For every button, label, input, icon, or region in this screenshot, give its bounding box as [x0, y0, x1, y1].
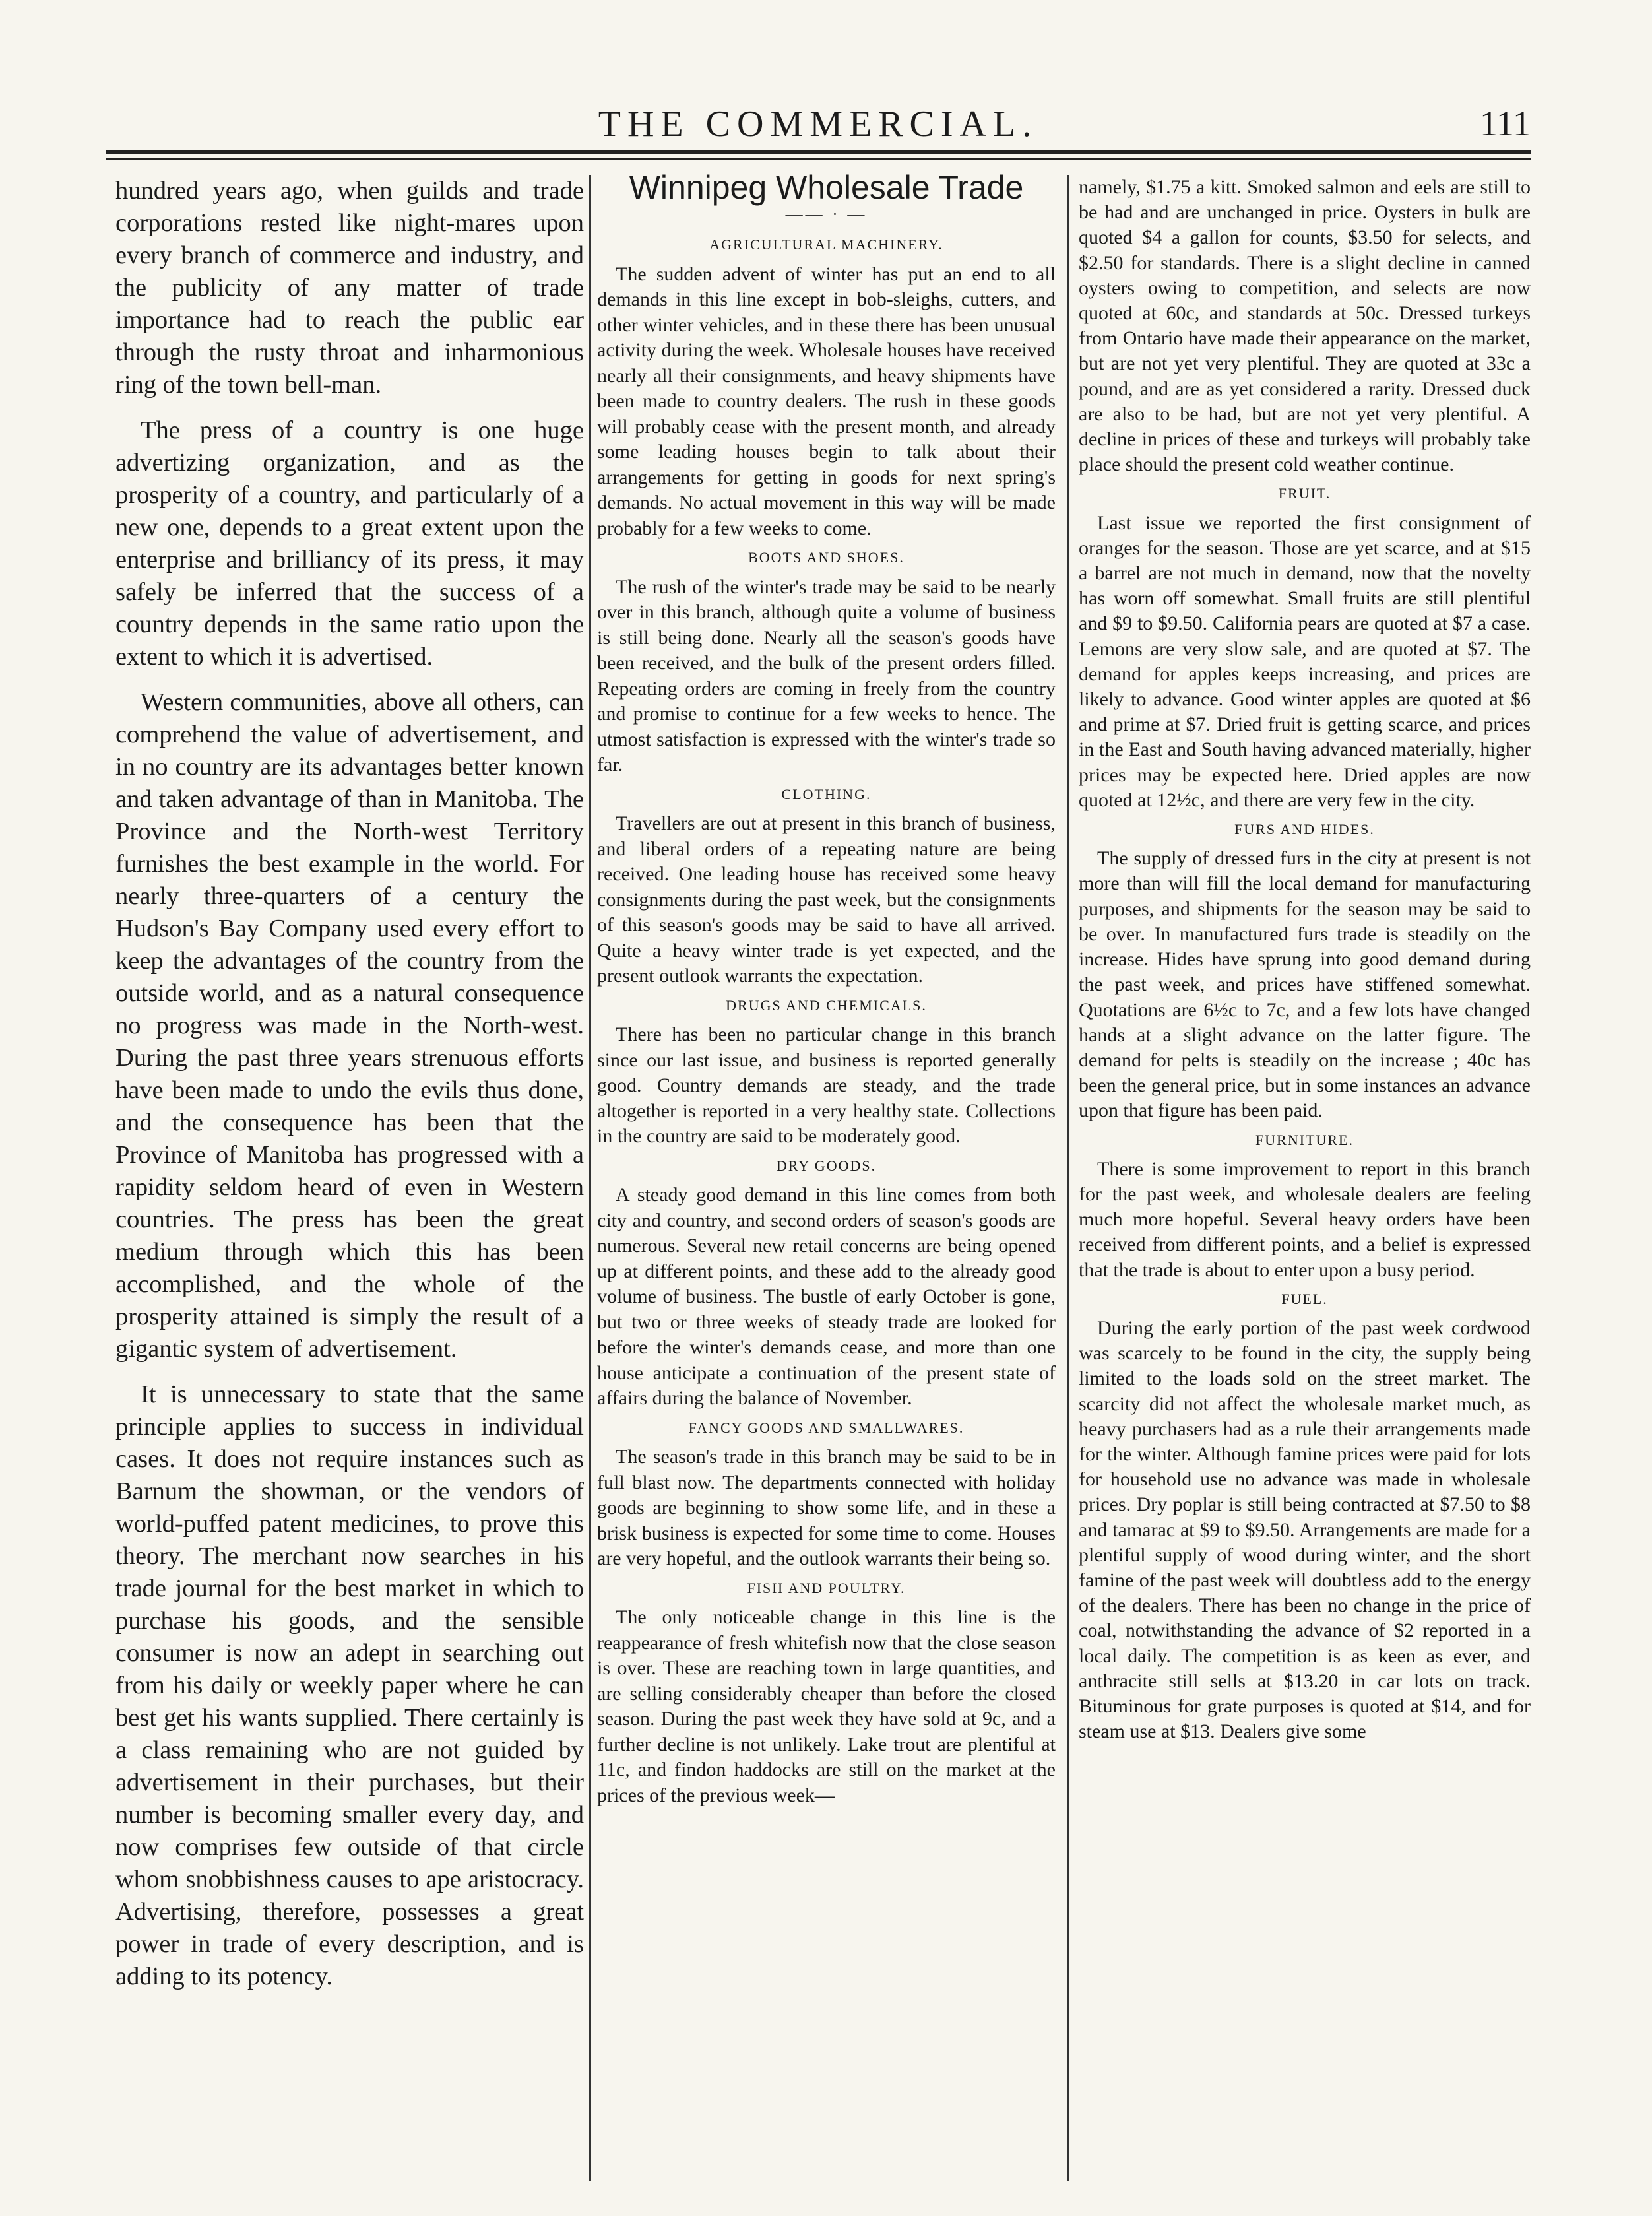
section-text: The rush of the winter's trade may be said to be nearly over in this branch, although quite a volume of business is still being done. Nearly all the season's goods have been received, and the bulk of the present orders filled. Repeating orders are coming in freely from the country and promise to continue for a few weeks to hence. The utmost satisfaction is expressed with the winter's trade so far. [597, 575, 1056, 775]
article-paragraph: It is unnecessary to state that the same principle applies to success in individual cases. It does not require instances such as Barnum the showman, or the vendors of world-puffed patent medicines, to prove this theory. The merchant now searches in his trade journal for the best market in which to purchase his goods, and the sensible consumer is now an adept in searching out from his daily or weekly paper where he can best get his wants supplied. There certainly is a class remaining who are not guided by advertisement in their purchases, but their number is becoming smaller every day, and now comprises few outside of that circle whom snobbishness causes to ape aristocracy. Advertising, therefore, possesses a great power in trade of every description, and is adding to its potency. [115, 1381, 584, 1990]
section-title: BOOTS AND SHOES. [748, 549, 905, 566]
section-text: The season's trade in this branch may be said to be in full blast now. The departments connected with holiday goods are beginning to show some life, and in these a brisk business is expected for some time to come. Houses are very hopeful, and the outlook warrants their being so. [597, 1446, 1056, 1569]
section-title: CLOTHING. [781, 785, 872, 802]
section-text: A steady good demand in this line comes from both city and country, and second orders of season's goods are numerous. Several new retail concerns are being opened up at different points, and these add to the already good volume of business. The bustle of early October is gone, but two or three weeks of steady trade are looked for before the winter's demands cease, and more than one house anticipate a continuation of the present state of affairs during the balance of November. [597, 1184, 1056, 1409]
section-text: The sudden advent of winter has put an end to all demands in this line except in bob-sleighs, cutters, and other winter vehicles, and in these there has been unusual activity during the week. Wholesale houses have received nearly all their consignments, and heavy shipments have been made to country dealers. The rush in these goods will probably cease with the present month, and already some leading houses begin to talk about their arrangements for getting in goods for next spring's demands. No actual movement in this way will be made probably for a few weeks to come. [597, 263, 1056, 539]
article-paragraph: The press of a country is one huge advertizing organization, and as the prosperity of a country, and particularly of a new one, depends to a great extent upon the enterprise and brilliancy of its press, it may safely be inferred that the success of a country depends in the same ratio upon the extent to which it is advertised. [115, 416, 584, 670]
section-text: There is some improvement to report in this branch for the past week, and wholesale dealers are feeling much more hopeful. Several heavy orders have been received from different points, and a belief is expressed that the trade is about to enter upon a busy period. [1079, 1157, 1531, 1281]
section-title: DRUGS AND CHEMICALS. [726, 996, 927, 1014]
article-paragraph: Western communities, above all others, can comprehend the value of advertisement, and in no country are its advantages better known and taken advantage of than in Manitoba. The Province and the North-west Territory furnishes the best example in the world. For nearly three-quarters of a century the Hudson's Bay Company used every effort to keep the advantages of the country from the outside world, and as a natural consequence no progress was made in the North-west. During the past three years strenuous efforts have been made to undo the evils thus done, and the consequence has been that the Province of Manitoba has progressed with a rapidity seldom heard of even in Western countries. The press has been the great medium through which this has been accomplished, and the whole of the prosperity attained is simply the result of a gigantic system of advertisement. [115, 688, 584, 1363]
column-divider [1067, 175, 1069, 2181]
section-title: FANCY GOODS AND SMALLWARES. [688, 1419, 965, 1436]
page-header [106, 99, 1531, 145]
section-text: Travellers are out at present in this branch of business, and liberal orders of a repeating nature are being received. One leading house has received some heavy consignments during the past week, but the consignments of this season's goods may be said to have all arrived. Quite a heavy winter trade is yet expected, and the present outlook warrants the expectation. [597, 812, 1056, 987]
article-heading: Winnipeg Wholesale Trade [629, 169, 1024, 206]
section-text: namely, $1.75 a kitt. Smoked salmon and eels are still to be had and are unchanged in price. Oysters in bulk are quoted $4 a gallon for counts, $3.50 for selects, and $2.50 for standards. There is a slight decline in canned oysters owing to competition, and selects are now quoted at 60c, and standards at 50c. Dressed turkeys from Ontario have made their appearance on the market, but are not yet very plentiful. They are quoted at 33c a pound, and are as yet considered a rarity. Dressed duck are also to be had, but are not yet very plentiful. A decline in prices of these and turkeys will probably take place should the present cold weather continue. [1079, 176, 1531, 476]
page-number: 111 [1480, 104, 1531, 143]
header-rule [106, 150, 1531, 154]
section-title: FURS AND HIDES. [1234, 821, 1375, 838]
section-title: FURNITURE. [1255, 1131, 1354, 1148]
section-title: FUEL. [1281, 1290, 1328, 1307]
header-rule-thin [106, 158, 1531, 160]
column-3 [1079, 175, 1531, 1748]
section-title: AGRICULTURAL MACHINERY. [709, 236, 943, 253]
section-text: The only noticeable change in this line is the reappearance of fresh whitefish now that the close season is over. These are reaching town in large quantities, and are selling considerably cheaper than before the closed season. During the past week they have sold at 9c, and a further decline is not unlikely. Lake trout are plentiful at 11c, and findon haddocks are still on the market at the prices of the previous week— [597, 1606, 1056, 1806]
section-text: The supply of dressed furs in the city at present is not more than will fill the local demand for manufacturing purposes, and shipments for the season may be said to be over. In manufactured furs trade is steadily on the increase. Hides have sprung into good demand during the past week, and prices have stiffened somewhat. Quotations are 6½c to 7c, and a few lots have changed hands at a slight advance on the latter figure. The demand for pelts is steadily on the increase ; 40c has been the general price, but in some instances an advance upon that figure has been paid. [1079, 847, 1531, 1122]
section-text: During the early portion of the past week cordwood was scarcely to be found in the city, the supply being limited to the loads sold on the street market. The scarcity did not affect the wholesale market much, as heavy purchasers had as a rule their arrangements made for the winter. Although famine prices were paid for lots for household use no advance was made in wholesale prices. Dry poplar is still being contracted at $7.50 to $8 and tamarac at $9 to $9.50. Arrangements are made for a plentiful supply of wood during winter, and the short famine of the past week will doubtless add to the energy of the dealers. There has been no change in the price of coal, notwithstanding the advance of $2 reported in a local daily. The competition is as keen as ever, and anthracite still sells at $13.20 in car lots on track. Bituminous for grate purposes is quoted at $14, and for steam use at $13. Dealers give some [1079, 1317, 1531, 1743]
section-title: DRY GOODS. [776, 1157, 877, 1174]
masthead-title: THE COMMERCIAL. [598, 104, 1038, 145]
section-text: There has been no particular change in this branch since our last issue, and business is reported generally good. Country demands are steady, and the trade altogether is reported in a very healthy state. Collections in the country are said to be moderately good. [597, 1024, 1056, 1147]
column-2 [597, 169, 1056, 1812]
heading-dash: —— · — [785, 204, 868, 224]
column-divider [589, 175, 591, 2181]
section-text: Last issue we reported the first consignment of oranges for the season. Those are yet scarce, and at $15 a barrel are not much in demand, now that the novelty has worn off somewhat. Small fruits are still plentiful and $9 to $9.50. California pears are quoted at $7 a case. Lemons are very slow sale, and are quoted at $7. The demand for apples keeps increasing, and prices are likely to advance. Good winter apples are quoted at $6 and prime at $7. Dried fruit is getting scarce, and prices in the East and South having advanced materially, higher prices may be expected here. Dried apples are now quoted at 12½c, and there are very few in the city. [1079, 511, 1531, 811]
article-paragraph: hundred years ago, when guilds and trade corporations rested like night-mares upon every branch of commerce and industry, and the publicity of any matter of trade importance had to reach the public ear through the rusty throat and inharmonious ring of the town bell-man. [115, 177, 584, 399]
column-1 [115, 175, 584, 2006]
section-title: FRUIT. [1278, 485, 1331, 502]
section-title: FISH AND POULTRY. [747, 1579, 906, 1596]
